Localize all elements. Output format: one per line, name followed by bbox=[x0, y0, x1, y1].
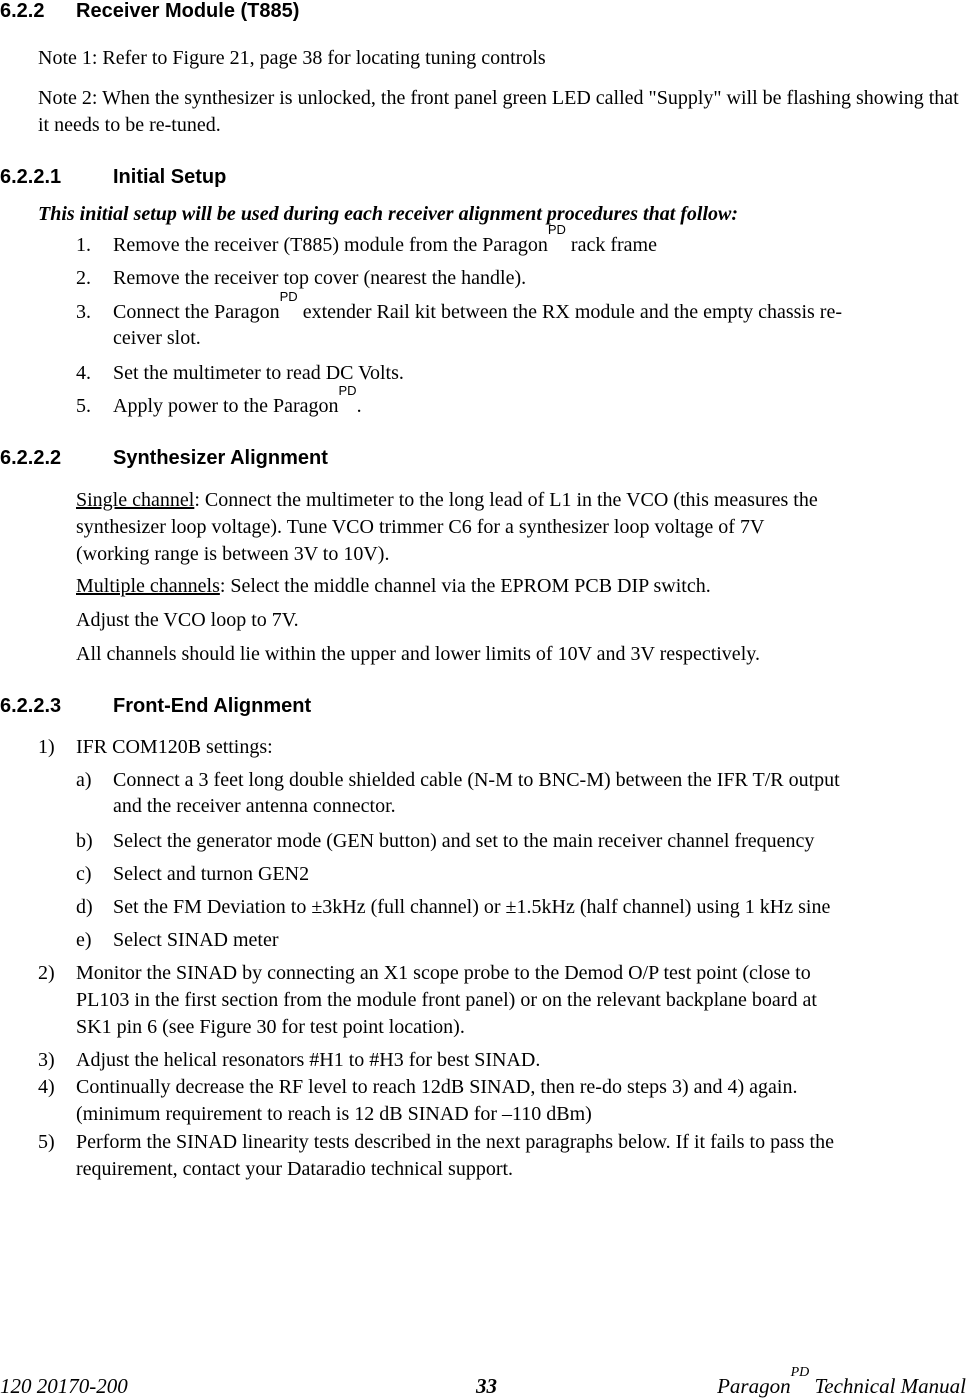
superscript-pd: PD bbox=[279, 289, 298, 304]
list-number: 3. bbox=[76, 301, 91, 323]
subsection-title: Initial Setup bbox=[113, 166, 227, 188]
list-letter: d) bbox=[76, 896, 93, 918]
subsection-number: 6.2.2.3 bbox=[0, 695, 62, 717]
multiple-channels-paragraph: Multiple channels: Select the middle channel via the EPROM PCB DIP switch. bbox=[76, 575, 711, 597]
list-item: 2. Remove the receiver top cover (nearest the handle). bbox=[0, 265, 974, 292]
section-title: Receiver Module (T885) bbox=[76, 0, 300, 22]
list-item: 1) IFR COM120B settings: bbox=[0, 734, 974, 761]
list-item: d) Set the FM Deviation to ±3kHz (full channel) or ±1.5kHz (half channel) using 1 kHz sine bbox=[0, 894, 974, 921]
footer-page-number: 33 bbox=[476, 1374, 497, 1398]
multiple-channels-label: Multiple channels bbox=[76, 575, 220, 597]
single-channel-paragraph: Single channel: Connect the multimeter to the long lead of L1 in the VCO (this measures the synthesizer loop voltage). Tune VCO trimmer C6 for a synthesizer loop voltage of 7V (working range is between 3V to 10V). bbox=[76, 489, 818, 565]
list-item: 4) Continually decrease the RF level to reach 12dB SINAD, then re-do steps 3) and 4) again. (minimum requirement to reach is 12 dB SINAD for –110 dBm) bbox=[38, 1076, 798, 1125]
list-item: b) Select the generator mode (GEN button) and set to the main receiver channel frequency bbox=[0, 828, 974, 855]
note-2: Note 2: When the synthesizer is unlocked, the front panel green LED called "Supply" will be flashing showing that it needs to be re-tuned. bbox=[38, 87, 959, 136]
list-item: a) Connect a 3 feet long double shielded cable (N-M to BNC-M) between the IFR T/R output and the receiver antenna connector. bbox=[76, 769, 840, 817]
list-letter: c) bbox=[76, 863, 92, 885]
list-item: 3. Connect the Paragon$^{PD}$ extender Rail kit between the RX module and the empty chassis re- ceiver slot. bbox=[76, 289, 842, 349]
list-number: 2. bbox=[76, 267, 91, 289]
section-heading bbox=[0, 0, 299, 23]
list-number: 3) bbox=[38, 1049, 55, 1071]
list-item: 5) Perform the SINAD linearity tests described in the next paragraphs below. If it fails to pass the requirement, contact your Dataradio technical support. bbox=[38, 1131, 834, 1180]
list-item: 4. Set the multimeter to read DC Volts. bbox=[0, 360, 974, 387]
list-number: 4. bbox=[76, 362, 91, 384]
note-1: Note 1: Refer to Figure 21, page 38 for locating tuning controls bbox=[38, 47, 546, 69]
subsection-heading-front-end bbox=[0, 695, 974, 719]
list-item: c) Select and turnon GEN2 bbox=[0, 861, 974, 888]
list-item: 3) Adjust the helical resonators #H1 to #H3 for best SINAD. bbox=[0, 1047, 974, 1074]
list-item: e) Select SINAD meter bbox=[0, 927, 974, 954]
subsection-heading-initial-setup bbox=[0, 166, 974, 190]
list-item: 1. Remove the receiver (T885) module from the Paragon$^{PD}$ rack frame bbox=[0, 232, 974, 259]
list-number: 4) bbox=[38, 1076, 55, 1098]
section-number: 6.2.2 bbox=[0, 0, 45, 22]
footer-doc-number: 120 20170-200 bbox=[0, 1374, 128, 1398]
list-item: 5. Apply power to the Paragon$^{PD}$. bbox=[0, 393, 974, 420]
list-number: 5. bbox=[76, 395, 91, 417]
list-number: 1) bbox=[38, 736, 55, 758]
list-item: 2) Monitor the SINAD by connecting an X1 scope probe to the Demod O/P test point (close to PL103 in the first section from the module front panel) or on the relevant backplane board at SK1 pin 6 (see Figure 30 for test point location). bbox=[38, 962, 817, 1038]
subsection-number: 6.2.2.1 bbox=[0, 166, 62, 188]
superscript-pd: PD bbox=[547, 222, 566, 237]
subsection-number: 6.2.2.2 bbox=[0, 447, 62, 469]
footer-manual-title: Paragon$^{PD}$ Technical Manual bbox=[717, 1365, 966, 1398]
single-channel-label: Single channel bbox=[76, 489, 195, 511]
subsection-heading-synthesizer bbox=[0, 447, 974, 471]
subsection-title: Front-End Alignment bbox=[113, 695, 312, 717]
superscript-pd: PD bbox=[338, 383, 357, 398]
list-number: 2) bbox=[38, 962, 55, 984]
list-number: 5) bbox=[38, 1131, 55, 1153]
limits-paragraph: All channels should lie within the upper and lower limits of 10V and 3V respectively. bbox=[76, 643, 760, 665]
list-letter: e) bbox=[76, 929, 92, 951]
initial-setup-intro: This initial setup will be used during each receiver alignment procedures that follow: bbox=[38, 203, 739, 225]
list-number: 1. bbox=[76, 234, 91, 256]
list-letter: b) bbox=[76, 830, 93, 852]
adjust-paragraph: Adjust the VCO loop to 7V. bbox=[76, 609, 299, 631]
subsection-title: Synthesizer Alignment bbox=[113, 447, 328, 469]
list-letter: a) bbox=[76, 769, 92, 791]
